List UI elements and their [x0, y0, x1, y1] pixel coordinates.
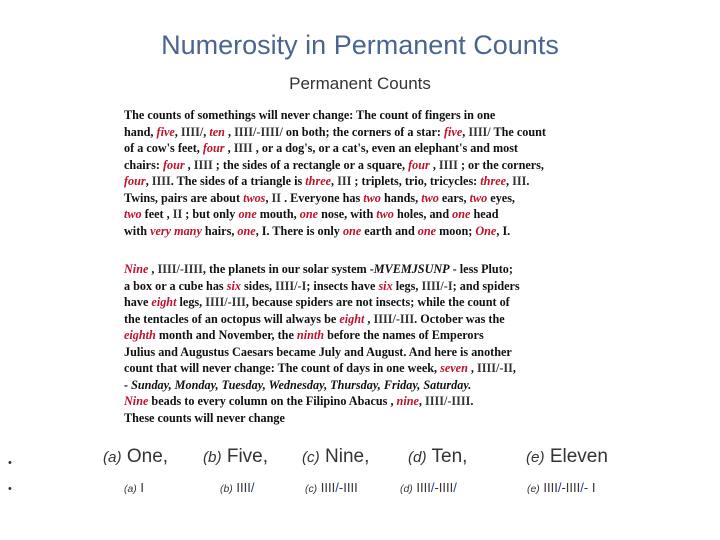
text-segment: a box or a cube has — [124, 278, 227, 293]
number-word: two — [124, 207, 142, 221]
text-segment: with — [124, 223, 151, 238]
text-segment: , — [506, 174, 513, 188]
text-segment: of a cow's feet, — [124, 141, 203, 155]
text-segment: hands, — [380, 190, 422, 205]
text-segment: ; triplets, trio, tricycles: — [351, 174, 481, 188]
tally-mark: IIII/-IIII — [157, 262, 203, 276]
text-segment: month and November, the — [155, 328, 297, 342]
text-segment: holes, and — [393, 207, 453, 221]
tally-mark: III — [512, 174, 527, 188]
text-line — [124, 410, 594, 427]
text-segment: feet , — [141, 207, 173, 221]
answer-word-b: (b) Five, — [203, 446, 269, 467]
text-segment: , because spiders are not insects; while the count of — [245, 295, 510, 309]
number-word: Nine — [124, 394, 149, 408]
tally-mark: II — [172, 207, 183, 221]
text-segment: , — [331, 174, 338, 188]
text-segment: - less Pluto; — [449, 262, 513, 276]
number-word: three — [480, 174, 507, 188]
text-segment: nose, with — [318, 207, 377, 221]
text-segment: ; or the corners, — [457, 157, 544, 172]
number-word: ten — [209, 124, 225, 139]
text-line — [124, 261, 594, 278]
answer-tally-a: (a) I — [124, 480, 144, 495]
number-word: four — [124, 174, 146, 188]
text-segment: - Sunday, Monday, Tuesday, Wednesday, Thursday, Friday, Saturday. — [124, 377, 472, 392]
text-segment: MVEMJSUNP — [373, 262, 450, 276]
text-segment: , I. There is only — [255, 223, 343, 238]
text-segment: . Everyone has — [281, 190, 364, 205]
number-word: One — [475, 223, 497, 238]
text-segment: , — [429, 157, 439, 172]
answer-word-a: (a) One, — [103, 446, 169, 467]
answer-tally-e: (e) IIII/-IIII/- I — [527, 480, 596, 495]
text-segment: legs, — [176, 295, 206, 309]
text-segment: , or a dog's, or a cat's, even an elephant's and most — [252, 141, 518, 155]
bullet-icon: • — [8, 483, 12, 495]
text-segment: have — [124, 295, 152, 309]
answer-tally-b: (b) IIII/ — [220, 480, 255, 495]
tally-mark: IIII — [438, 157, 458, 172]
tally-mark: IIII/-I — [275, 278, 307, 293]
number-word: ninth — [296, 328, 325, 342]
text-line — [124, 278, 594, 295]
answer-tally-c: (c) IIII/-IIII — [305, 480, 358, 495]
number-word: five — [443, 124, 463, 139]
text-line — [124, 157, 594, 174]
text-line — [124, 294, 594, 311]
text-segment: , I. — [496, 223, 511, 238]
tally-mark: IIII — [193, 157, 213, 172]
text-segment: moon; — [436, 223, 476, 238]
text-segment: , — [203, 124, 210, 139]
text-segment: . October was the — [414, 311, 505, 326]
text-segment: the tentacles of an octopus will always be — [124, 311, 340, 326]
text-segment: ; the sides of a rectangle or a square, — [212, 157, 409, 172]
number-word: three — [305, 174, 332, 188]
text-segment: earth and — [361, 223, 418, 238]
number-word: four — [202, 141, 225, 155]
text-segment: ears, — [438, 190, 470, 205]
answer-word-d: (d) Ten, — [408, 446, 468, 467]
tally-mark: IIII/ — [468, 124, 491, 139]
text-line — [124, 173, 594, 190]
tally-mark: IIII — [151, 174, 171, 188]
text-segment: chairs: — [124, 157, 163, 172]
text-line — [124, 360, 594, 377]
number-word: twos — [243, 190, 266, 205]
text-line — [124, 311, 594, 328]
number-word: eighth — [124, 328, 156, 342]
text-line — [124, 124, 594, 141]
paragraph-permanent-counts-2 — [124, 261, 594, 426]
text-segment: before the names of Emperors — [324, 328, 484, 342]
text-segment: , — [224, 141, 234, 155]
text-segment: sides, — [240, 278, 276, 293]
tally-mark: IIII/-IIII — [425, 394, 471, 408]
number-word: four — [408, 157, 430, 172]
number-word: six — [226, 278, 241, 293]
tally-mark: IIII/ — [180, 124, 204, 139]
number-word: one — [238, 207, 257, 221]
text-line — [124, 206, 594, 223]
number-word: one — [237, 223, 256, 238]
slide-title: Numerosity in Permanent Counts — [161, 30, 559, 60]
tally-mark: III — [337, 174, 352, 188]
text-segment: count that will never change: The count of days in one week, — [124, 361, 441, 375]
text-segment: mouth, — [256, 207, 300, 221]
text-segment: on both; the corners of a star: — [282, 124, 444, 139]
text-segment: . — [470, 394, 474, 408]
text-line — [124, 107, 594, 124]
text-segment: , — [224, 124, 235, 139]
text-segment: . — [526, 174, 530, 188]
text-segment: head — [470, 207, 499, 221]
answer-tally-d: (d) IIII/-IIII/ — [400, 480, 457, 495]
number-word: eight — [339, 311, 365, 326]
tally-mark: IIII/-III — [373, 311, 415, 326]
text-segment: , — [174, 124, 181, 139]
number-word: eight — [151, 295, 177, 309]
number-word: six — [378, 278, 393, 293]
text-segment: , — [184, 157, 194, 172]
text-line — [124, 223, 594, 240]
text-segment: beads to every column on the Filipino Abacus , — [148, 394, 397, 408]
text-line — [124, 190, 594, 207]
text-line — [124, 140, 594, 157]
text-segment: hand, — [124, 124, 157, 139]
text-segment: The counts of somethings will never change: The count of fingers in one — [124, 108, 496, 122]
text-segment: These counts will never change — [124, 410, 285, 425]
number-word: two — [421, 190, 439, 205]
number-word: seven — [440, 361, 468, 375]
number-word: two — [376, 207, 394, 221]
answer-word-e: (e) Eleven — [526, 446, 608, 467]
tally-mark: IIII/-I — [421, 278, 453, 293]
text-segment: , — [364, 311, 374, 326]
number-word: Nine — [124, 262, 149, 276]
text-segment: ; insects have — [306, 278, 379, 293]
number-word: four — [162, 157, 185, 172]
text-segment: , — [462, 124, 469, 139]
tally-mark: II — [271, 190, 282, 205]
text-segment: legs, — [392, 278, 422, 293]
number-word: one — [299, 207, 319, 221]
number-word: one — [342, 223, 362, 238]
number-word: five — [156, 124, 175, 139]
text-segment: Twins, pairs are about — [124, 190, 244, 205]
bullet-icon: • — [8, 457, 12, 469]
answer-word-c: (c) Nine, — [302, 446, 370, 467]
text-segment: , — [418, 394, 425, 408]
number-word: two — [469, 190, 488, 205]
tally-mark: IIII — [233, 141, 253, 155]
text-segment: Julius and Augustus Caesars became July and August. And here is another — [124, 344, 512, 359]
text-segment: ; and spiders — [452, 278, 520, 293]
number-word: very many — [150, 223, 202, 238]
text-line — [124, 344, 594, 361]
answer-words-row — [0, 446, 720, 476]
number-word: one — [417, 223, 437, 238]
text-segment: . The sides of a triangle is — [170, 174, 306, 188]
answer-tallies-row — [0, 480, 720, 510]
number-word: nine — [396, 394, 419, 408]
tally-mark: IIII/-III — [205, 295, 246, 309]
text-segment: , — [148, 262, 158, 276]
tally-mark: IIII/-IIII/ — [234, 124, 283, 139]
text-segment: hairs, — [201, 223, 238, 238]
text-segment: eyes, — [487, 190, 515, 205]
paragraph-permanent-counts-1 — [124, 107, 594, 239]
text-segment: ; but only — [182, 207, 239, 221]
text-line — [124, 377, 594, 394]
text-line — [124, 327, 594, 344]
tally-mark: IIII/-II — [477, 361, 513, 375]
text-segment: The count — [490, 124, 546, 139]
image-heading: Permanent Counts — [289, 74, 431, 93]
text-segment: , — [512, 361, 516, 375]
text-segment: , — [145, 174, 152, 188]
text-line — [124, 393, 594, 410]
text-segment: , — [265, 190, 272, 205]
number-word: two — [363, 190, 381, 205]
text-segment: , the planets in our solar system - — [202, 262, 374, 276]
text-segment: , — [467, 361, 477, 375]
number-word: one — [452, 207, 471, 221]
